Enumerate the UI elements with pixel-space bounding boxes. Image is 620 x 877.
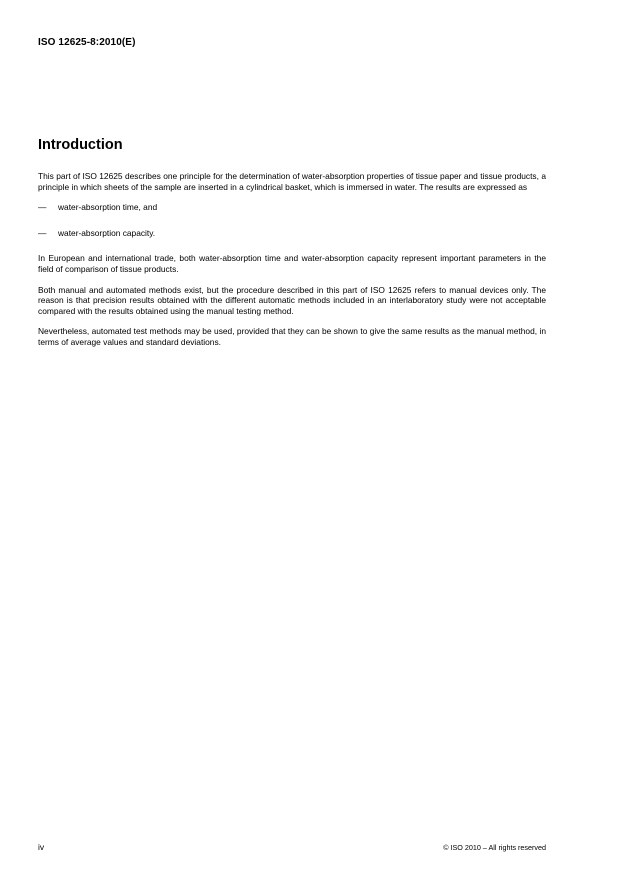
paragraph: Both manual and automated methods exist, but the procedure described in this part of ISO 12625 refers to manual devices only. The reason is that precision results obtained with the different automatic methods included in an interlaboratory study were not acceptable compared with the results obtained using the manual testing method. xyxy=(38,284,546,316)
paragraph: In European and international trade, both water-absorption time and water-absorption capacity represent important parameters in the field of comparison of tissue products. xyxy=(38,253,546,274)
section-title: Introduction xyxy=(38,137,123,153)
list-item-text: water-absorption capacity. xyxy=(58,227,156,238)
list-item xyxy=(38,202,546,213)
page-number: iv xyxy=(38,842,45,852)
list-marker: — xyxy=(38,202,47,213)
document-id: ISO 12625-8:2010(E) xyxy=(38,37,136,48)
list-item-text: water-absorption time, and xyxy=(58,202,158,213)
paragraph: Nevertheless, automated test methods may be used, provided that they can be shown to give the same results as the manual method, in terms of average values and standard deviations. xyxy=(38,326,546,347)
list-marker: — xyxy=(38,227,47,238)
copyright-notice: © ISO 2010 – All rights reserved xyxy=(443,843,546,852)
result-list xyxy=(38,202,546,238)
paragraph: This part of ISO 12625 describes one principle for the determination of water-absorption properties of tissue paper and tissue products, a principle in which sheets of the sample are inserted in a cylindrical basket, which is immersed in water. The results are expressed as xyxy=(38,171,546,192)
list-item xyxy=(38,228,546,239)
section-body xyxy=(38,171,546,358)
